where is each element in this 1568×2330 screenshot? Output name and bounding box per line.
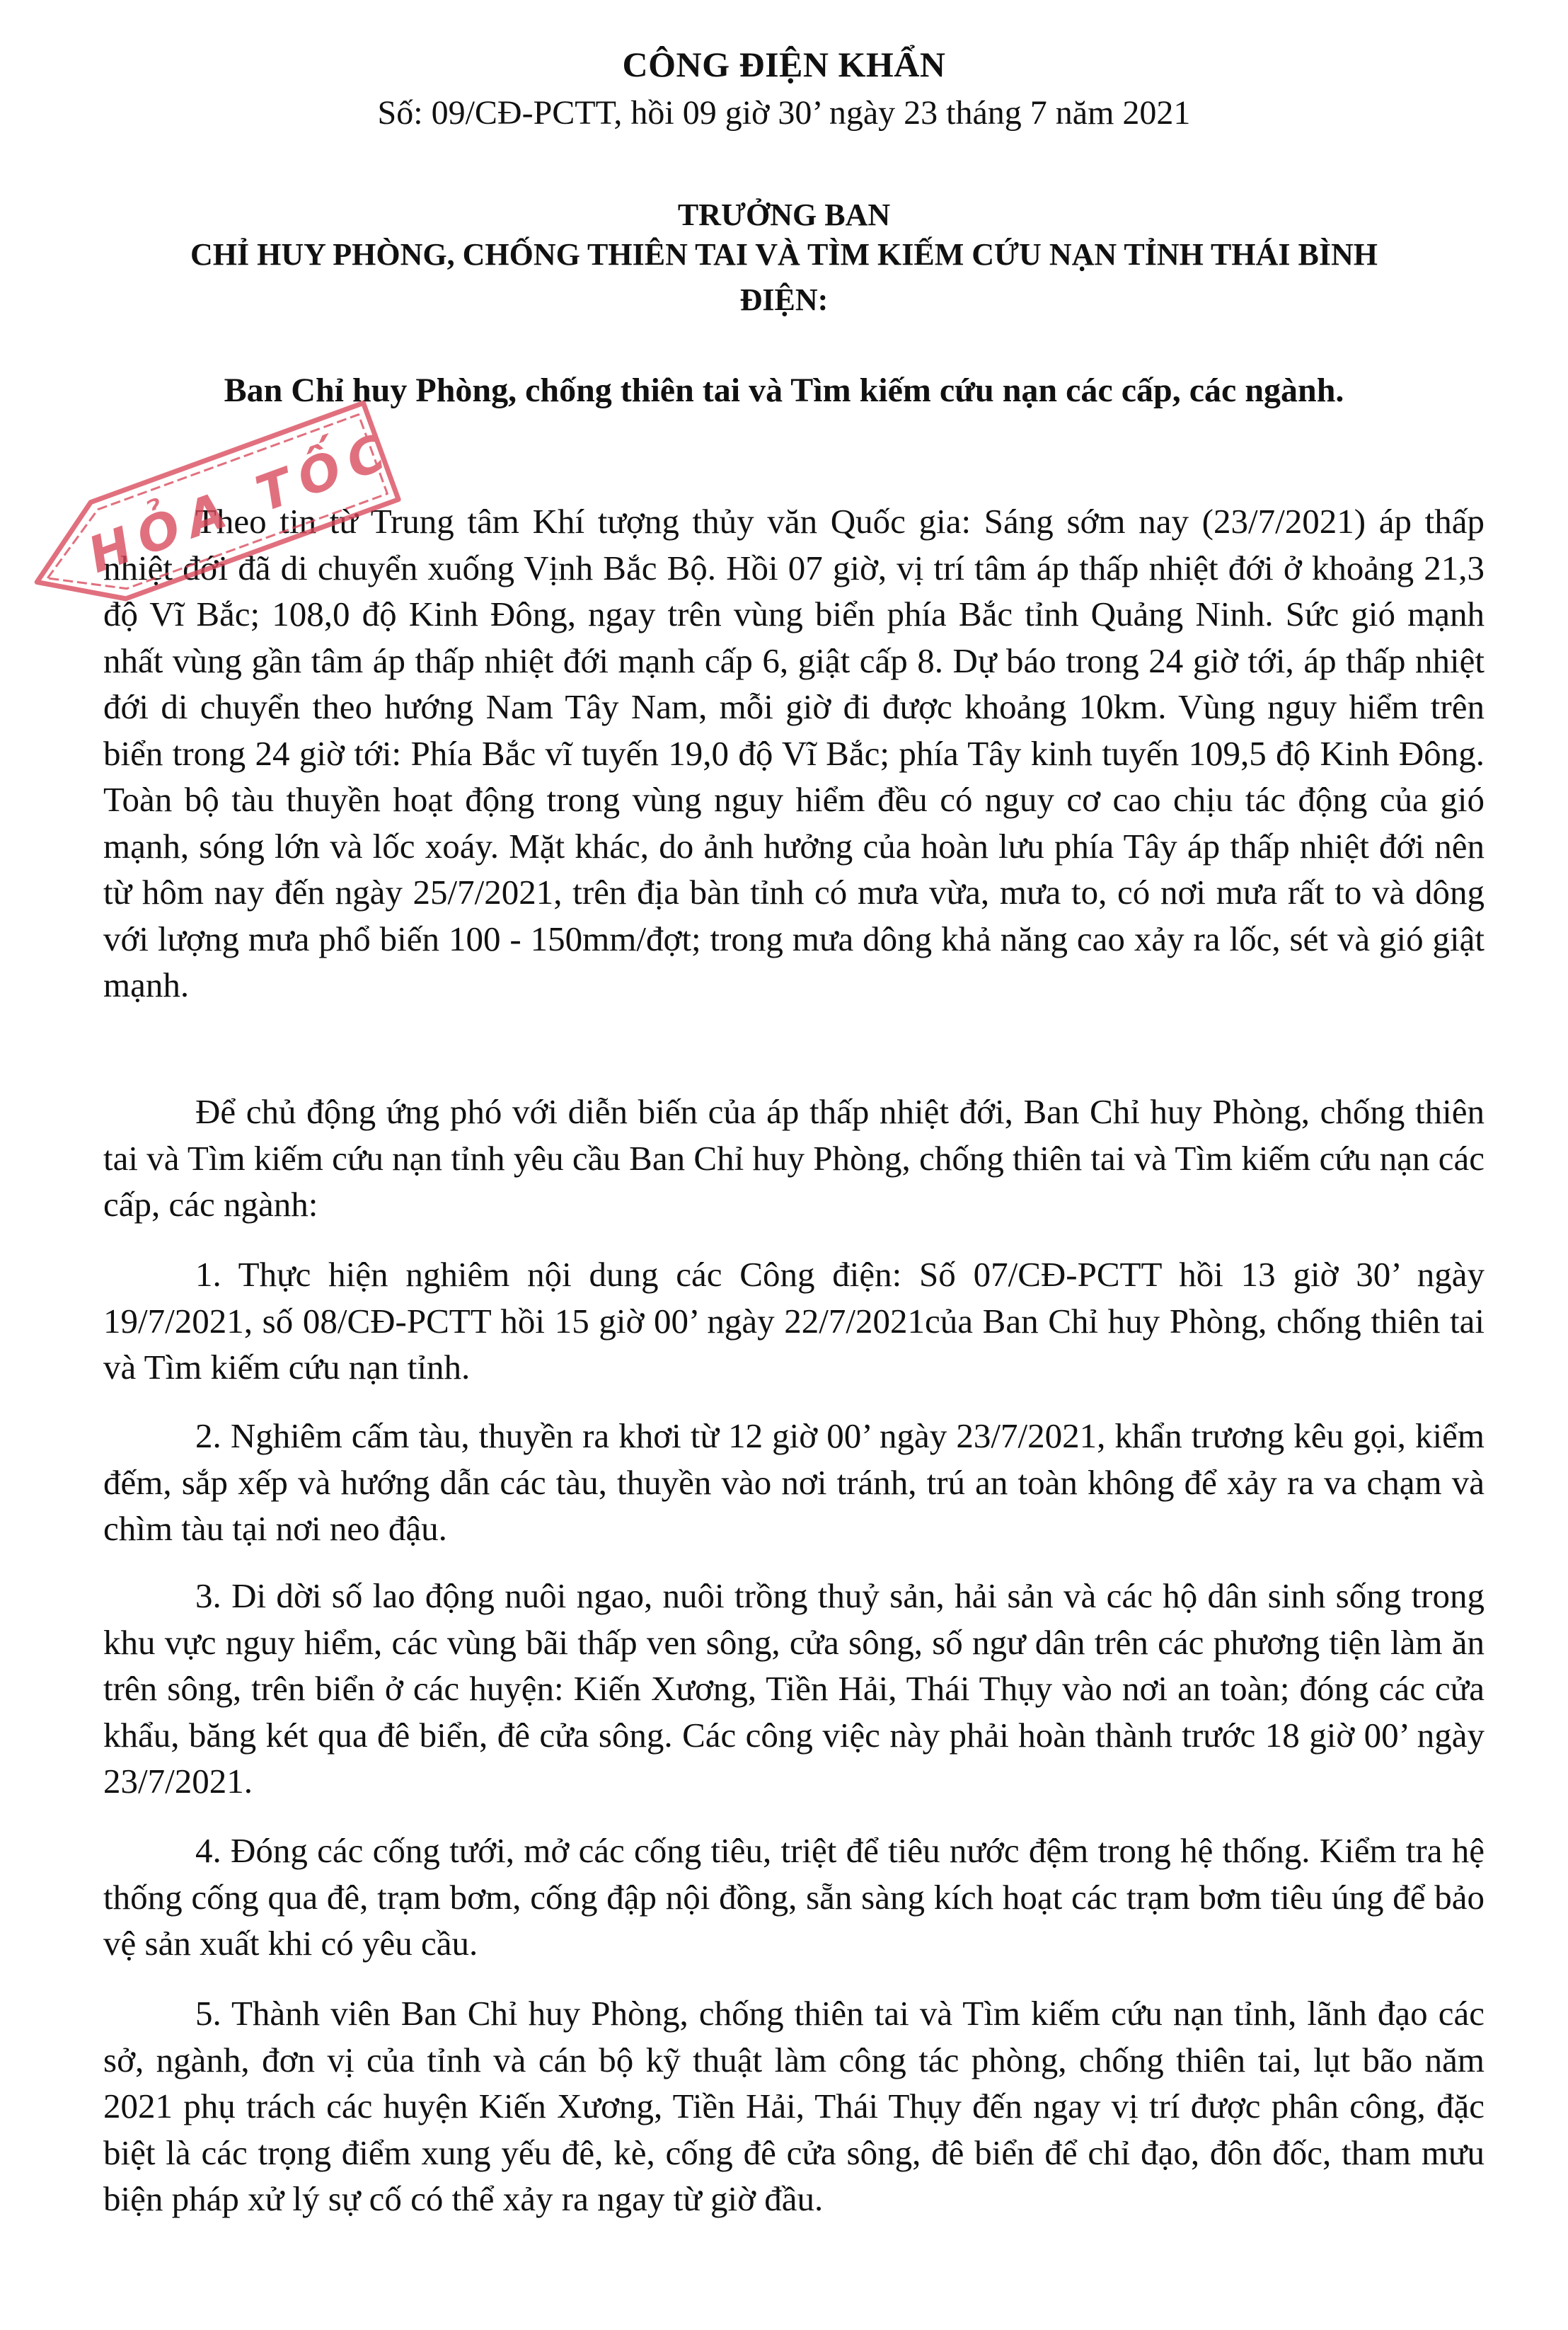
paragraph-text: 3. Di dời số lao động nuôi ngao, nuôi trồng thuỷ sản, hải sản và các hộ dân sinh sống trong khu vực nguy hiểm, các vùng bãi thấp ven sông, cửa sông, số ngư dân trên các phương tiện làm ăn trên sông, trên biển ở các huyện: Kiến Xương, Tiền Hải, Thái Thụy vào nơi an toàn; đóng các cửa khẩu, băng két qua đê biển, đê cửa sông. Các công việc này phải hoàn thành trước 18 giờ 00’ ngày 23/7/2021.	[103, 1576, 1485, 1801]
sender-title: TRƯỞNG BAN	[677, 197, 891, 232]
paragraph-text: 1. Thực hiện nghiêm nội dung các Công điện: Số 07/CĐ-PCTT hồi 13 giờ 30’ ngày 19/7/2021, số 08/CĐ-PCTT hồi 15 giờ 00’ ngày 22/7/2021của Ban Chỉ huy Phòng, chống thiên tai và Tìm kiếm cứu nạn tỉnh.	[103, 1255, 1485, 1387]
document-number-line: Số: 09/CĐ-PCTT, hồi 09 giờ 30’ ngày 23 tháng 7 năm 2021	[377, 94, 1191, 132]
stamp-text: HỎA TỐC	[81, 420, 402, 585]
paragraph-item-3	[103, 1573, 1485, 1805]
telegram-label: ĐIỆN:	[739, 282, 829, 317]
paragraph-item-5	[103, 1990, 1485, 2222]
paragraph-text: Để chủ động ứng phó với diễn biến của áp thấp nhiệt đới, Ban Chỉ huy Phòng, chống thiên tai và Tìm kiếm cứu nạn tỉnh yêu cầu Ban Chỉ huy Phòng, chống thiên tai và Tìm kiếm cứu nạn các cấp, các ngành:	[103, 1092, 1485, 1224]
paragraph-weather-forecast	[103, 498, 1485, 1009]
paragraph-item-4	[103, 1827, 1485, 1967]
paragraph-item-2	[103, 1413, 1485, 1552]
document-title: CÔNG ĐIỆN KHẨN	[622, 45, 946, 84]
paragraph-text: 2. Nghiêm cấm tàu, thuyền ra khơi từ 12 giờ 00’ ngày 23/7/2021, khẩn trương kêu gọi, kiểm đếm, sắp xếp và hướng dẫn các tàu, thuyền vào nơi tránh, trú an toàn không để xảy ra va chạm và chìm tàu tại nơi neo đậu.	[103, 1416, 1485, 1548]
recipients-line: Ban Chỉ huy Phòng, chống thiên tai và Tìm kiếm cứu nạn các cấp, các ngành.	[224, 372, 1344, 409]
paragraph-item-1	[103, 1251, 1485, 1391]
paragraph-request-intro	[103, 1089, 1485, 1228]
paragraph-text: 4. Đóng các cống tưới, mở các cống tiêu, triệt để tiêu nước đệm trong hệ thống. Kiểm tra hệ thống cống qua đê, trạm bơm, cống đập nội đồng, sẵn sàng kích hoạt các trạm bơm tiêu úng để bảo vệ sản xuất khi có yêu cầu.	[103, 1831, 1485, 1963]
paragraph-text: 5. Thành viên Ban Chỉ huy Phòng, chống thiên tai và Tìm kiếm cứu nạn tỉnh, lãnh đạo các sở, ngành, đơn vị của tỉnh và cán bộ kỹ thuật làm công tác phòng, chống thiên tai, lụt bão năm 2021 phụ trách các huyện Kiến Xương, Tiền Hải, Thái Thụy đến ngay vị trí được phân công, đặc biệt là các trọng điểm xung yếu đê, kè, cống đê cửa sông, đê biển để chỉ đạo, đôn đốc, tham mưu biện pháp xử lý sự cố có thể xảy ra ngay từ giờ đầu.	[103, 1994, 1485, 2218]
sender-organization: CHỈ HUY PHÒNG, CHỐNG THIÊN TAI VÀ TÌM KIẾM CỨU NẠN TỈNH THÁI BÌNH	[190, 237, 1378, 272]
paragraph-text: Theo tin từ Trung tâm Khí tượng thủy văn Quốc gia: Sáng sớm nay (23/7/2021) áp thấp nhiệt đới đã di chuyển xuống Vịnh Bắc Bộ. Hồi 07 giờ, vị trí tâm áp thấp nhiệt đới ở khoảng 21,3 độ Vĩ Bắc; 108,0 độ Kinh Đông, ngay trên vùng biển phía Bắc tỉnh Quảng Ninh. Sức gió mạnh nhất vùng gần tâm áp thấp nhiệt đới mạnh cấp 6, giật cấp 8. Dự báo trong 24 giờ tới, áp thấp nhiệt đới di chuyển theo hướng Nam Tây Nam, mỗi giờ đi được khoảng 10km. Vùng nguy hiểm trên biển trong 24 giờ tới: Phía Bắc vĩ tuyến 19,0 độ Vĩ Bắc; phía Tây kinh tuyến 109,5 độ Kinh Đông. Toàn bộ tàu thuyền hoạt động trong vùng nguy hiểm đều có nguy cơ cao chịu tác động của gió mạnh, sóng lớn và lốc xoáy. Mặt khác, do ảnh hưởng của hoàn lưu phía Tây áp thấp nhiệt đới nên từ hôm nay đến ngày 25/7/2021, trên địa bàn tỉnh có mưa vừa, mưa to, có nơi mưa rất to và dông với lượng mưa phổ biến 100 - 150mm/đợt; trong mưa dông khả năng cao xảy ra lốc, sét và gió giật mạnh.	[103, 502, 1485, 1004]
